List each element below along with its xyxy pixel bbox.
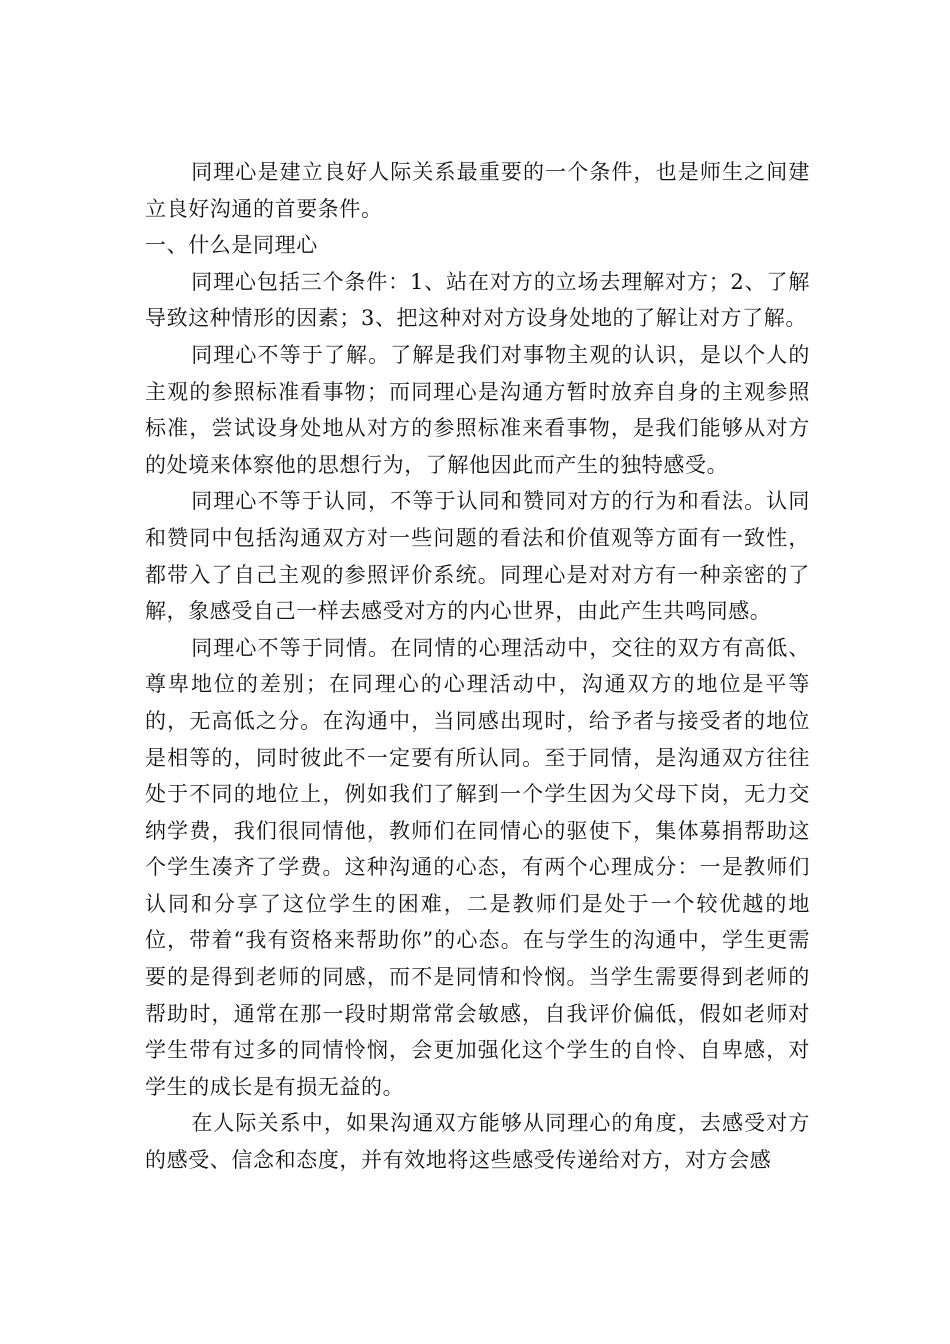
paragraph-not-agreement: 同理心不等于认同，不等于认同和赞同对方的行为和看法。认同和赞同中包括沟通双方对一些问题的看法和价值观等方面有一致性，都带入了自己主观的参照评价系统。同理心是对对方有一种亲密的了解，象感受自己一样去感受对方的内心世界，由此产生共鸣同感。	[145, 489, 810, 624]
document-body	[145, 154, 810, 1179]
paragraph-not-understanding: 同理心不等于了解。了解是我们对事物主观的认识，是以个人的主观的参照标准看事物；而同理心是沟通方暂时放弃自身的主观参照标准，尝试设身处地从对方的参照标准来看事物，是我们能够从对方的处境来体察他的思想行为，了解他因此而产生的独特感受。	[145, 342, 810, 477]
paragraph-intro: 同理心是建立良好人际关系最重要的一个条件，也是师生之间建立良好沟通的首要条件。	[145, 160, 810, 221]
paragraph-not-sympathy: 同理心不等于同情。在同情的心理活动中，交往的双方有高低、尊卑地位的差别；在同理心的心理活动中，沟通双方的地位是平等的，无高低之分。在沟通中，当同感出现时，给予者与接受者的地位是相等的，同时彼此不一定要有所认同。至于同情，是沟通双方往往处于不同的地位上，例如我们了解到一个学生因为父母下岗，无力交纳学费，我们很同情他，教师们在同情心的驱使下，集体募捐帮助这个学生凑齐了学费。这种沟通的心态，有两个心理成分：一是教师们认同和分享了这位学生的困难，二是教师们是处于一个较优越的地位，带着“我有资格来帮助你”的心态。在与学生的沟通中，学生更需要的是得到老师的同感，而不是同情和怜悯。当学生需要得到老师的帮助时，通常在那一段时期常常会敏感，自我评价偏低，假如老师对学生带有过多的同情怜悯，会更加强化这个学生的自怜、自卑感，对学生的成长是有损无益的。	[145, 635, 810, 1099]
paragraph-relationships: 在人际关系中，如果沟通双方能够从同理心的角度，去感受对方的感受、信念和态度，并有效地将这些感受传递给对方，对方会感	[145, 1111, 810, 1173]
section-heading: 一、什么是同理心	[145, 233, 318, 258]
paragraph-conditions: 同理心包括三个条件：1、站在对方的立场去理解对方；2、了解导致这种情形的因素；3、把这种对对方设身处地的了解让对方了解。	[145, 269, 810, 331]
